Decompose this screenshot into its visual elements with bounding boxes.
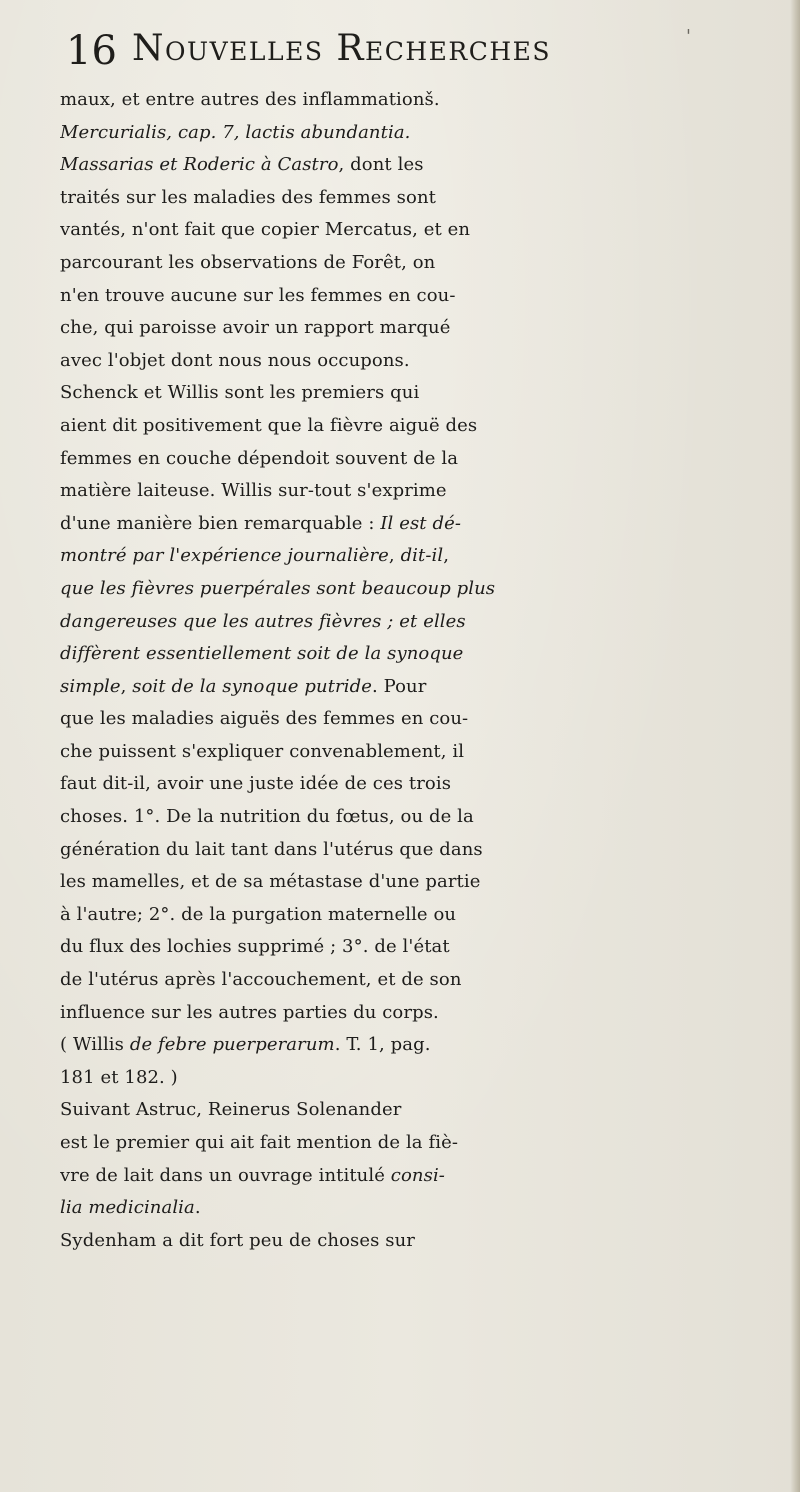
text-line	[60, 377, 780, 410]
text-segment: vantés, n'ont fait que copier Mercatus, et en	[60, 219, 471, 241]
italic-text: Il est dé-	[380, 512, 462, 534]
text-segment: vre de lait dans un ouvrage intitulé	[60, 1164, 391, 1186]
text-line	[60, 508, 780, 541]
text-segment: che puissent s'expliquer convenablement, il	[60, 740, 465, 762]
text-segment: Suivant Astruc, Reinerus Solenander	[60, 1099, 402, 1121]
text-segment: génération du lait tant dans l'utérus que dans	[60, 838, 483, 860]
italic-text: simple	[60, 675, 121, 697]
text-line	[60, 703, 780, 736]
text-line	[60, 834, 780, 867]
text-segment: de l'utérus après l'accouchement, et de son	[60, 969, 462, 991]
text-segment: matière laiteuse. Willis sur-tout s'exprime	[60, 480, 447, 502]
text-line	[60, 312, 780, 345]
italic-text: montré par l'expérience journalière	[60, 545, 389, 567]
text-segment: . T. 1, pag.	[334, 1034, 431, 1056]
text-line	[60, 1094, 780, 1127]
text-line	[60, 1062, 780, 1095]
text-segment: Sydenham a dit fort peu de choses sur	[60, 1229, 416, 1251]
italic-text: Mercurialis, cap. 7, lactis abundantia.	[60, 121, 411, 143]
text-line	[60, 1127, 780, 1160]
italic-text: de febre puerperarum	[129, 1034, 335, 1056]
text-segment: maux, et entre autres des inflammationš.	[60, 89, 440, 110]
text-segment: ,	[388, 545, 401, 567]
running-title: Nouvelles Recherches	[132, 28, 552, 69]
text-line	[60, 964, 780, 997]
text-segment: .	[194, 1197, 201, 1219]
text-line	[60, 540, 780, 573]
italic-text: dit-il	[400, 545, 444, 567]
text-segment: che, qui paroisse avoir un rapport marqué	[60, 317, 451, 339]
text-line	[60, 736, 780, 769]
text-line	[60, 84, 780, 117]
text-segment: 181 et 182. )	[60, 1066, 178, 1088]
text-segment: Schenck et Willis sont les premiers qui	[60, 382, 420, 404]
text-segment: les mamelles, et de sa métastase d'une partie	[60, 871, 481, 893]
page-edge-shadow	[790, 0, 800, 1492]
text-line	[60, 1160, 780, 1193]
text-segment: du flux des lochies supprimé ; 3°. de l'état	[60, 936, 450, 958]
text-line	[60, 931, 780, 964]
text-line	[60, 866, 780, 899]
text-line	[60, 280, 780, 313]
text-line	[60, 899, 780, 932]
text-segment: d'une manière bien remarquable :	[60, 512, 381, 534]
text-segment: ,	[443, 545, 450, 567]
text-segment: faut dit-il, avoir une juste idée de ces trois	[60, 773, 452, 795]
text-segment: . Pour	[371, 675, 427, 697]
page-header	[66, 26, 766, 76]
text-segment: avec l'objet dont nous nous occupons.	[60, 349, 410, 371]
text-line	[60, 475, 780, 508]
text-segment: à l'autre; 2°. de la purgation maternelle ou	[60, 903, 457, 925]
text-segment: n'en trouve aucune sur les femmes en cou-	[60, 284, 456, 306]
text-segment: ( Willis	[60, 1034, 130, 1056]
text-line	[60, 997, 780, 1030]
text-line	[60, 443, 780, 476]
text-segment: est le premier qui ait fait mention de la fiè-	[60, 1132, 459, 1153]
text-segment: femmes en couche dépendoit souvent de la	[60, 447, 459, 469]
text-segment: que les maladies aiguës des femmes en cou-	[60, 708, 469, 730]
text-line	[60, 182, 780, 215]
text-line	[60, 410, 780, 443]
stray-mark: '	[686, 26, 691, 47]
text-line	[60, 573, 780, 606]
text-line	[60, 768, 780, 801]
text-line	[60, 671, 780, 704]
italic-text: soit de la synoque putride	[132, 675, 372, 697]
text-segment: traités sur les maladies des femmes sont	[60, 186, 436, 208]
text-line	[60, 247, 780, 280]
text-line	[60, 1192, 780, 1225]
text-segment: , dont les	[338, 154, 424, 176]
text-line	[60, 801, 780, 834]
text-segment: parcourant les observations de Forêt, on	[60, 251, 436, 273]
italic-text: consi-	[390, 1164, 445, 1186]
text-line	[60, 345, 780, 378]
italic-text: que les fièvres puerpérales sont beaucoup plus	[60, 577, 496, 599]
italic-text: diffèrent essentiellement soit de la synoque	[60, 643, 464, 665]
text-segment: ,	[120, 675, 133, 697]
text-line	[60, 1029, 780, 1062]
text-line	[60, 606, 780, 639]
text-line	[60, 1225, 780, 1258]
body-text	[60, 84, 780, 1257]
text-line	[60, 214, 780, 247]
text-segment: choses. 1°. De la nutrition du fœtus, ou de la	[60, 806, 474, 828]
text-line	[60, 117, 780, 150]
text-line	[60, 149, 780, 182]
page-number: 16	[66, 28, 117, 74]
italic-text: lia medicinalia	[60, 1197, 195, 1219]
text-segment: influence sur les autres parties du corps.	[60, 1001, 439, 1023]
text-line	[60, 638, 780, 671]
italic-text: dangereuses que les autres fièvres ; et elles	[60, 610, 466, 632]
italic-text: Massarias et Roderic à Castro	[60, 154, 339, 176]
text-segment: aient dit positivement que la fièvre aiguë des	[60, 414, 478, 436]
